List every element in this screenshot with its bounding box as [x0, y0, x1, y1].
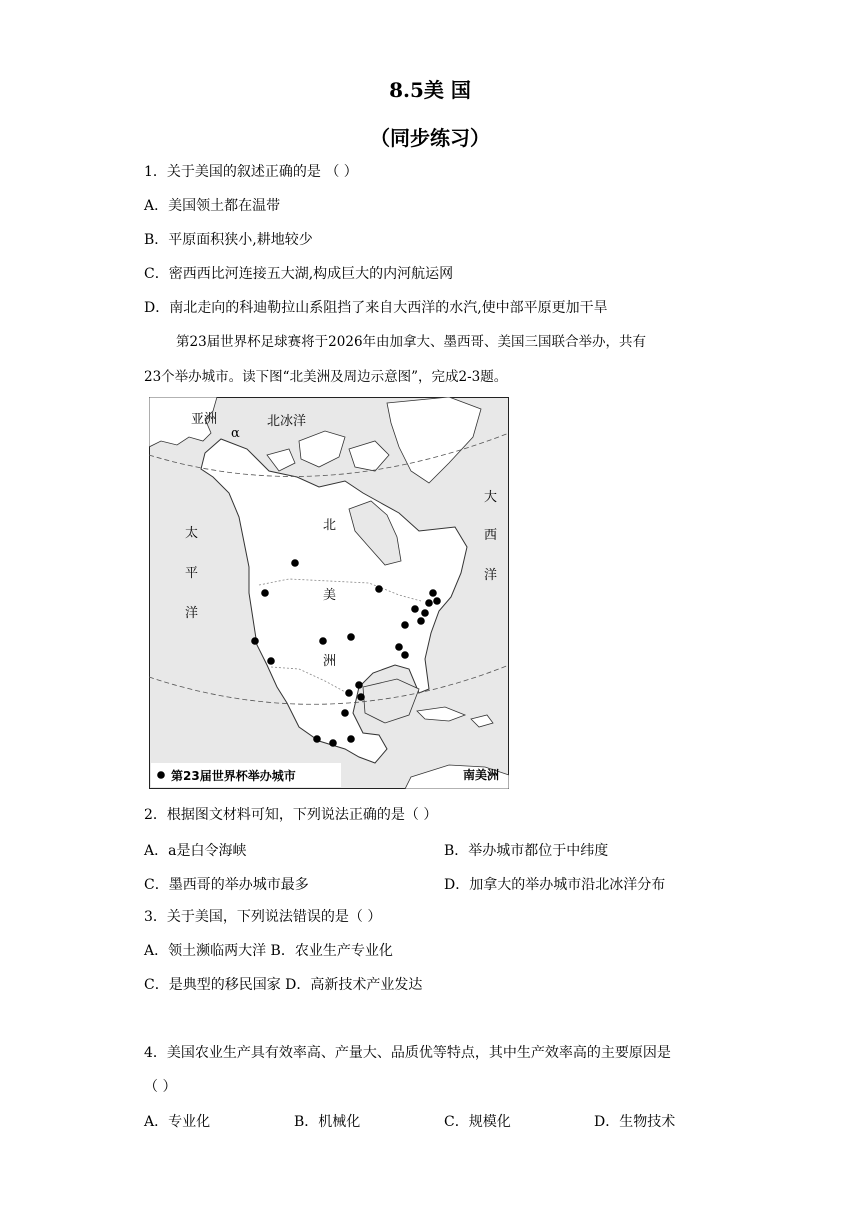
host-city-dot [355, 681, 363, 689]
label-atlantic-2: 西 [484, 528, 498, 543]
passage-line-2: 23个举办城市。读下图“北美洲及周边示意图”，完成2-3题。 [144, 369, 508, 385]
q2-option-d: D．加拿大的举办城市沿北冰洋分布 [444, 877, 666, 893]
host-city-dot [347, 735, 355, 743]
label-continent-2: 美 [323, 588, 337, 603]
label-south-america: 南美洲 [463, 768, 500, 782]
label-atlantic-3: 洋 [484, 568, 498, 583]
host-city-dot [417, 617, 425, 625]
label-continent-3: 洲 [323, 654, 337, 669]
host-city-dot [421, 609, 429, 617]
host-city-dot [433, 597, 441, 605]
legend-dot [157, 771, 165, 779]
label-pacific-3: 洋 [185, 606, 199, 621]
host-city-dot [357, 693, 365, 701]
label-pacific-1: 太 [185, 526, 199, 541]
q1-option-d: D．南北走向的科迪勒拉山系阻挡了来自大西洋的水汽,使中部平原更加干旱 [144, 300, 608, 316]
label-arctic-ocean: 北冰洋 [267, 414, 307, 429]
host-city-dot [411, 605, 419, 613]
q3-options-row-1: A．领土濒临两大洋 B．农业生产专业化 [144, 943, 393, 959]
host-city-dot [429, 589, 437, 597]
q4-option-a: A．专业化 [144, 1114, 211, 1130]
label-alpha: α [231, 426, 240, 441]
host-city-dot [261, 589, 269, 597]
q3-options-row-2: C．是典型的移民国家 D．高新技术产业发达 [144, 977, 423, 993]
host-city-dot [319, 637, 327, 645]
legend-label: 第23届世界杯举办城市 [171, 769, 296, 783]
q4-option-b: B．机械化 [294, 1114, 361, 1130]
q2-option-c: C．墨西哥的举办城市最多 [144, 877, 309, 893]
q4-stem-bracket: （ ） [144, 1079, 177, 1095]
passage-line-1: 第23届世界杯足球赛将于2026年由加拿大、墨西哥、美国三国联合举办，共有 [176, 334, 647, 350]
page-title: 8.5美 国 [389, 78, 471, 102]
host-city-dot [251, 637, 259, 645]
host-city-dot [347, 633, 355, 641]
host-city-dot [291, 559, 299, 567]
label-continent-1: 北 [323, 518, 337, 533]
q2-stem: 2．根据图文材料可知，下列说法正确的是（ ） [144, 807, 438, 823]
q1-option-b: B．平原面积狭小,耕地较少 [144, 232, 313, 248]
host-city-dot [425, 599, 433, 607]
host-city-dot [375, 585, 383, 593]
host-city-dot [401, 651, 409, 659]
host-city-dot [341, 709, 349, 717]
q1-stem: 1．关于美国的叙述正确的是 （ ） [144, 164, 358, 180]
host-city-dot [395, 643, 403, 651]
north-america-map [149, 397, 509, 789]
q3-stem: 3．关于美国，下列说法错误的是（ ） [144, 909, 382, 925]
q4-option-c: C．规模化 [444, 1114, 511, 1130]
page-subtitle: （同步练习） [370, 126, 490, 150]
q1-option-a: A．美国领土都在温带 [144, 198, 281, 214]
label-asia: 亚洲 [191, 412, 218, 427]
host-city-dot [267, 657, 275, 665]
label-pacific-2: 平 [185, 566, 199, 581]
host-city-dot [345, 689, 353, 697]
q1-option-c: C．密西西比河连接五大湖,构成巨大的内河航运网 [144, 266, 454, 282]
host-city-dot [313, 735, 321, 743]
host-city-dot [329, 739, 337, 747]
q4-stem: 4．美国农业生产具有效率高、产量大、品质优等特点，其中生产效率高的主要原因是 [144, 1045, 671, 1061]
label-atlantic-1: 大 [484, 490, 498, 505]
q2-option-b: B．举办城市都位于中纬度 [444, 843, 609, 859]
q2-option-a: A．a是白令海峡 [144, 843, 247, 859]
q4-option-d: D．生物技术 [594, 1114, 676, 1130]
host-city-dot [401, 621, 409, 629]
